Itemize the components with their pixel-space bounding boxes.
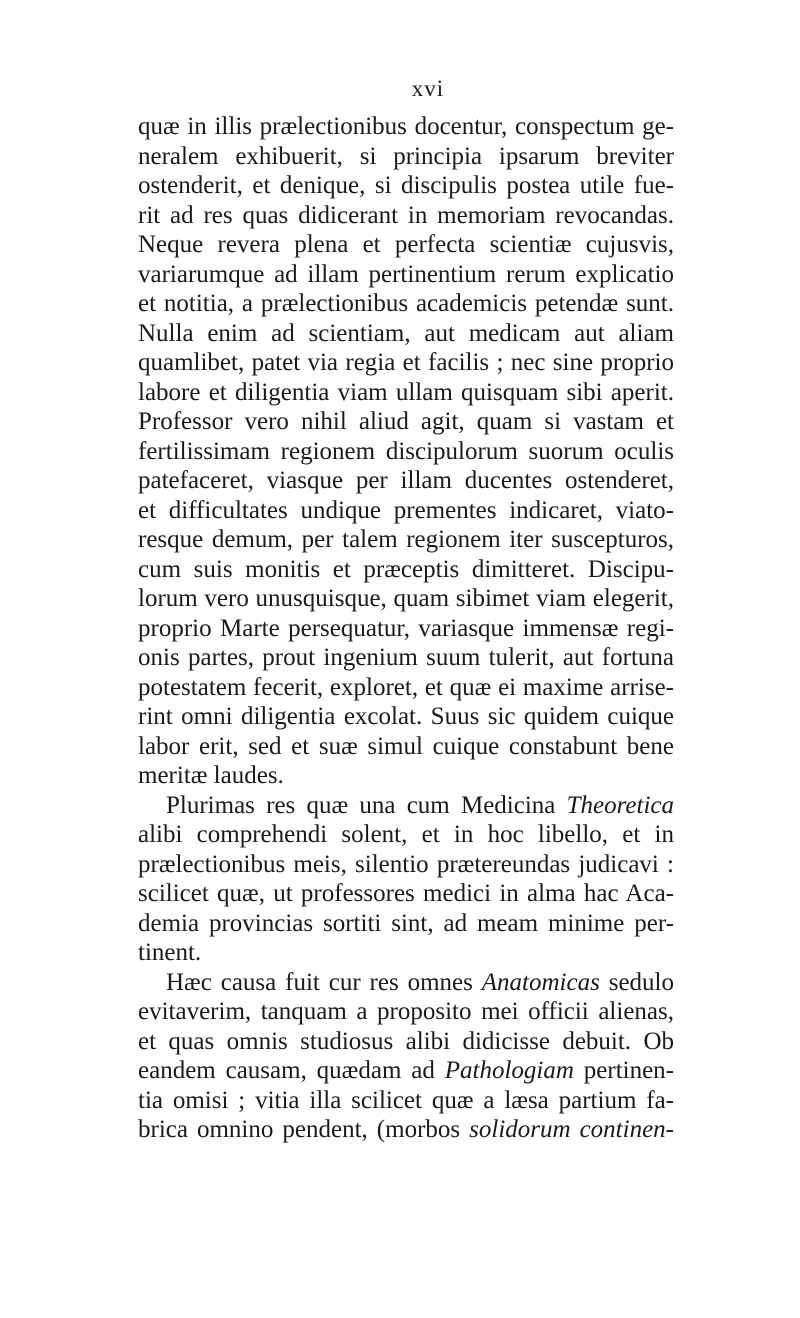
text-segment: quamlibet, patet via regia et facilis ; nec sine proprio [138,349,674,376]
page-number: xvi [411,76,445,101]
text-segment: demia provincias sortiti sint, ad meam minime per- [138,909,674,937]
text-line [138,1027,674,1057]
text-segment: potestatem fecerit, exploret, et quæ ei maxime arrise- [138,673,674,701]
text-segment: rint omni diligentia excolat. Suus sic quidem cuique [138,703,674,730]
body-text [138,112,674,1145]
text-line [138,230,674,260]
text-line [138,1056,674,1086]
text-segment: resque demum, per talem regionem iter suscepturos, [138,526,674,553]
text-segment: Plurimas res quæ una cum Medicina [166,791,567,819]
text-segment: evitaverim, tanquam a proposito mei officii alienas, [138,998,674,1025]
text-line [138,348,674,378]
text-segment: meritæ laudes. [138,762,284,789]
text-line [138,142,674,172]
text-segment: et notitia, a prælectionibus academicis petendæ sunt. [138,290,674,317]
text-segment: scilicet quæ, ut professores medici in alma hac Aca- [138,880,674,907]
text-line [138,820,674,850]
text-segment: tinent. [138,939,202,966]
text-line [138,938,674,968]
italic-term: Anatomicas [481,968,600,996]
text-segment: pertinen- [573,1057,675,1084]
text-segment: quæ in illis prælectionibus docentur, conspectum ge- [138,113,674,140]
text-line [138,732,674,762]
text-line [138,171,674,201]
text-segment: tia omisi ; vitia illa scilicet quæ a læsa partium fa- [138,1086,674,1114]
italic-term: Theoretica [566,791,674,819]
text-line [138,850,674,880]
text-line [138,496,674,526]
text-line [138,997,674,1027]
text-line [138,702,674,732]
text-segment: neralem exhibuerit, si principia ipsarum breviter [138,142,674,170]
text-line [138,378,674,408]
text-line [138,643,674,673]
text-line [138,584,674,614]
italic-term: solidorum continen- [469,1116,674,1143]
text-line [138,614,674,644]
text-segment: ostenderit, et denique, si discipulis postea utile fue- [138,172,674,199]
text-line [138,761,674,791]
text-line [138,879,674,909]
text-segment: patefaceret, viasque per illam ducentes ostenderet, [138,467,674,494]
text-segment: Hæc causa fuit cur res omnes [166,968,482,996]
text-line [138,112,674,142]
italic-term: Pathologiam [444,1057,574,1084]
text-segment: labor erit, sed et suæ simul cuique constabunt bene [138,732,674,760]
text-segment: brica omnino pendent, (morbos [138,1116,470,1143]
text-segment: Professor vero nihil aliud agit, quam si vastam et [138,408,674,435]
text-segment: eandem causam, quædam ad [138,1057,445,1084]
text-line [138,437,674,467]
text-segment: variarumque ad illam pertinentium rerum explicatio [138,260,674,288]
text-line [138,260,674,290]
text-line [138,968,674,998]
text-segment: rit ad res quas didicerant in memoriam revocandas. [138,201,674,229]
text-line [138,319,674,349]
text-line [138,407,674,437]
text-segment: proprio Marte persequatur, variasque immensæ regi- [138,614,674,642]
text-line [138,673,674,703]
text-segment: cum suis monitis et præceptis dimitteret. Discipu- [138,555,674,583]
text-segment: labore et diligentia viam ullam quisquam sibi aperit. [138,378,674,406]
text-line [138,909,674,939]
text-line [138,555,674,585]
text-line [138,525,674,555]
text-segment: Nulla enim ad scientiam, aut medicam aut aliam [138,319,674,347]
text-segment: fertilissimam regionem discipulorum suorum oculis [138,437,674,465]
text-line [138,289,674,319]
text-segment: prælectionibus meis, silentio prætereundas judicavi : [138,850,674,878]
text-line [138,201,674,231]
text-segment: Neque revera plena et perfecta scientiæ cujusvis, [138,231,674,258]
text-segment: sedulo [599,968,674,996]
text-line [138,1086,674,1116]
text-line [138,1115,674,1145]
text-line [138,466,674,496]
text-segment: onis partes, prout ingenium suum tulerit, aut fortuna [138,644,674,671]
text-segment: et quas omnis studiosus alibi didicisse debuit. Ob [138,1027,674,1055]
text-line [138,791,674,821]
text-segment: et difficultates undique prementes indicaret, viato- [138,496,674,524]
text-segment: alibi comprehendi solent, et in hoc libello, et in [138,821,674,848]
text-segment: lorum vero unusquisque, quam sibimet viam elegerit, [138,585,674,612]
